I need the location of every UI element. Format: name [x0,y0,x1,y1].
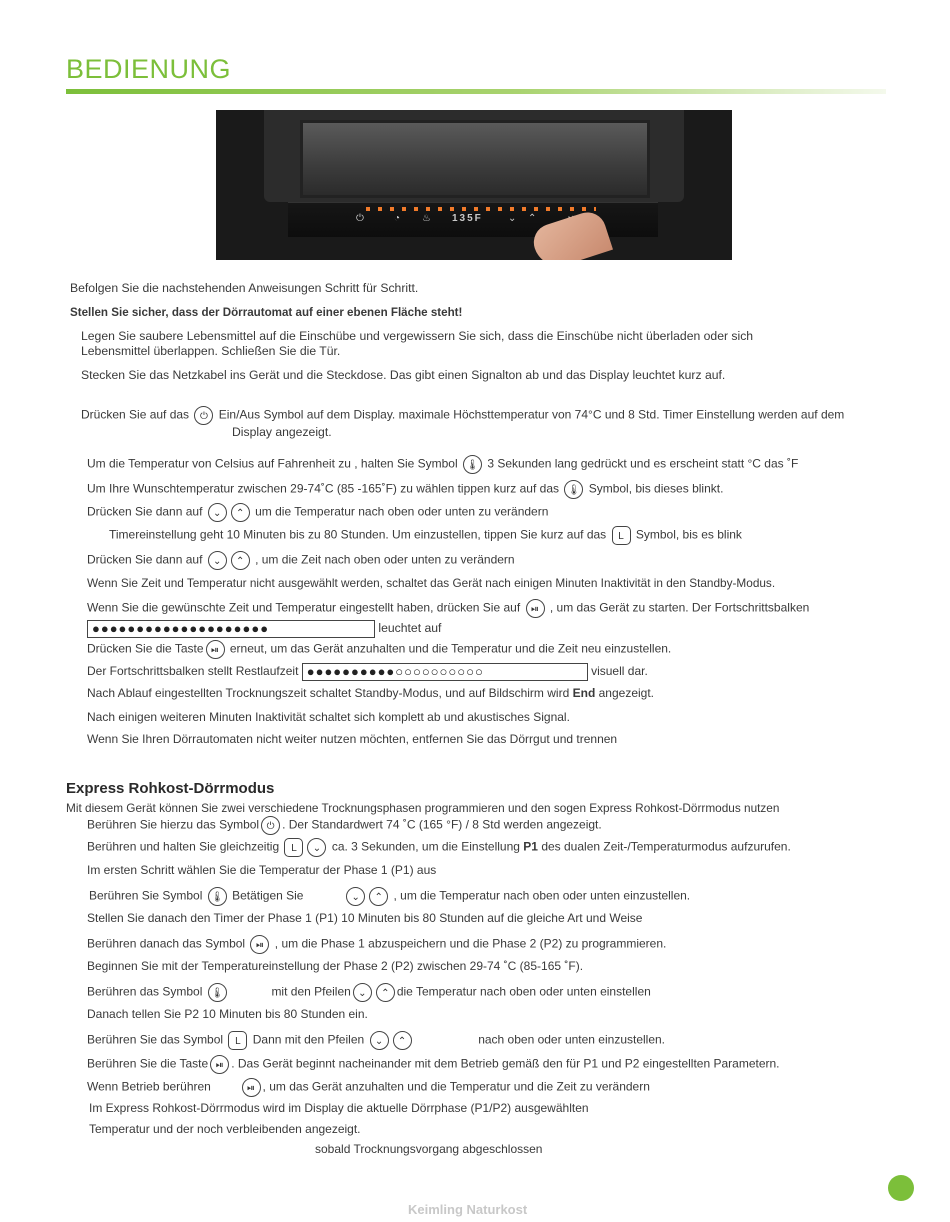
chevron-down-icon: ⌄ [370,1031,389,1050]
step-10b-post: leuchtet auf [378,621,442,636]
thermometer-icon: ♨ [422,213,431,224]
step-7-post: Symbol, bis es blink [635,527,742,542]
timer-icon: L [284,838,303,857]
thermometer-icon: 🌡 [463,455,482,474]
express-intro: Mit diesem Gerät können Sie zwei verschiedene Trocknungsphasen programmieren und den sogen Express Rohkost-Dörrmodus nutzen [66,801,780,815]
thermometer-icon: 🌡 [208,887,227,906]
play-pause-icon: ⏯ [242,1078,261,1097]
progress-leds [366,207,596,211]
down-arrow-icon: ⌄ [508,213,517,224]
step-5-post: Symbol, bis dieses blinkt. [588,481,724,496]
express-2-post: . Der Standardwert 74 ˚C (165 °F) / 8 Std werden angezeigt. [282,817,602,832]
step-11-pre: Drücken Sie die Taste [87,641,204,656]
express-heading: Express Rohkost-Dörrmodus [66,780,275,797]
intro-line: Befolgen Sie die nachstehenden Anweisungen Schritt für Schritt. [70,281,419,295]
step-12-pre: Der Fortschrittsbalken stellt Restlaufzeit [87,664,299,679]
express-11-pre: Berühren Sie das Symbol [87,1032,224,1047]
power-icon: ⏻ [194,406,213,425]
express-5-post: , um die Temperatur nach oben oder unten einzustellen. [393,888,691,903]
step-7-pre: Timereinstellung geht 10 Minuten bis zu 80 Stunden. Um einzustellen, tippen Sie kurz auf das [109,527,607,542]
thermometer-icon: 🌡 [564,480,583,499]
progress-bar-full: ●●●●●●●●●●●●●●●●●●●● [87,620,375,638]
chevron-up-icon: ⌃ [369,887,388,906]
step-1a: Legen Sie saubere Lebensmittel auf die Einschübe und vergewissern Sie sich, dass die Einschübe nicht überladen oder sich [81,329,754,343]
step-6-pre: Drücken Sie dann auf [87,504,203,519]
express-12-post: . Das Gerät beginnt nacheinander mit dem Betrieb gemäß den für P1 und P2 eingestellten Parametern. [231,1056,780,1071]
timer-icon: ◔ [394,213,401,224]
step-4-post: 3 Sekunden lang gedrückt und es erscheint statt °C das ˚F [487,456,799,471]
express-3-mid: ca. 3 Sekunden, um die Einstellung [331,839,520,854]
timer-icon: L [612,526,631,545]
power-icon: ⏻ [356,213,364,224]
express-6: Stellen Sie danach den Timer der Phase 1 (P1) 10 Minuten bis 80 Stunden auf die gleiche Art und Weise [87,911,643,925]
express-4: Im ersten Schritt wählen Sie die Temperatur der Phase 1 (P1) aus [87,863,437,877]
express-9-post: die Temperatur nach oben oder unten einstellen [396,984,651,999]
step-5-pre: Um Ihre Wunschtemperatur zwischen 29-74˚C (85 -165˚F) zu wählen tippen kurz auf das [87,481,559,496]
step-10-pre: Wenn Sie die gewünschte Zeit und Temperatur eingestellt haben, drücken Sie auf [87,600,521,615]
timer-icon: L [228,1031,247,1050]
express-15: Temperatur und der noch verbleibenden angezeigt. [89,1122,361,1136]
step-11-post: erneut, um das Gerät anzuhalten und die Temperatur und die Zeit neu einzustellen. [229,641,672,656]
express-10: Danach tellen Sie P2 10 Minuten bis 80 Stunden ein. [87,1007,368,1021]
express-16: sobald Trocknungsvorgang abgeschlossen [315,1142,543,1156]
chevron-up-icon: ⌃ [231,551,250,570]
step-3b: Display angezeigt. [232,425,332,439]
step-10-post: , um das Gerät zu starten. Der Fortschrittsbalken [549,600,810,615]
express-5-pre: Berühren Sie Symbol [89,888,203,903]
step-4-pre: Um die Temperatur von Celsius auf Fahrenheit zu , halten Sie Symbol [87,456,458,471]
step-1b: Lebensmittel überlappen. Schließen Sie die Tür. [81,344,341,358]
intro-warning: Stellen Sie sicher, dass der Dörrautomat auf einer ebenen Fläche steht! [70,306,463,319]
express-9-mid: mit den Pfeilen [271,984,351,999]
display-readout: 135F [452,213,483,224]
chevron-down-icon: ⌄ [208,503,227,522]
express-3-bold: P1 [523,839,538,854]
thermometer-icon: 🌡 [208,983,227,1002]
page-title: BEDIENUNG [66,54,232,84]
step-13-pre: Nach Ablauf eingestellten Trocknungszeit schaltet Standby-Modus, und auf Bildschirm wird [87,686,570,700]
play-pause-icon: ⏯ [210,1055,229,1074]
device-photo [216,110,732,260]
title-divider [66,89,886,94]
chevron-down-icon: ⌄ [307,838,326,857]
chevron-down-icon: ⌄ [353,983,372,1002]
express-7-pre: Berühren danach das Symbol [87,936,246,951]
express-12-pre: Berühren Sie die Taste [87,1056,209,1071]
play-pause-icon: ⏯ [206,640,225,659]
express-11-post: nach oben oder unten einzustellen. [478,1032,666,1047]
express-11-mid: Dann mit den Pfeilen [252,1032,365,1047]
express-13-post: , um das Gerät anzuhalten und die Temperatur und die Zeit zu verändern [262,1079,650,1094]
express-5-mid: Betätigen Sie [232,888,304,903]
up-arrow-icon: ⌃ [528,213,537,224]
power-icon: ⏻ [261,816,280,835]
step-8-post: , um die Zeit nach oben oder unten zu verändern [255,552,515,567]
chevron-down-icon: ⌄ [208,551,227,570]
step-13-bold: End [572,686,596,700]
express-9-pre: Berühren das Symbol [87,984,203,999]
step-13-post: angezeigt. [598,686,655,700]
chevron-up-icon: ⌃ [231,503,250,522]
express-3-post: des dualen Zeit-/Temperaturmodus aufzurufen. [541,839,791,854]
play-pause-icon: ⏯ [250,935,269,954]
step-3a-pre: Drücken Sie auf das [81,407,190,422]
chevron-up-icon: ⌃ [393,1031,412,1050]
express-3-pre: Berühren und halten Sie gleichzeitig [87,839,280,854]
progress-bar-partial: ●●●●●●●●●●○○○○○○○○○○ [302,663,588,681]
footer-brand: Keimling Naturkost [408,1202,528,1217]
step-2: Stecken Sie das Netzkabel ins Gerät und die Steckdose. Das gibt einen Signalton ab und das Display leuchtet kurz auf. [81,368,726,382]
play-pause-icon: ⏯ [526,599,545,618]
step-14: Nach einigen weiteren Minuten Inaktivität schaltet sich komplett ab und akustisches Signal. [87,710,570,724]
step-12-post: visuell dar. [591,664,648,679]
chevron-up-icon: ⌃ [376,983,395,1002]
chevron-down-icon: ⌄ [346,887,365,906]
step-3a-post: Ein/Aus Symbol auf dem Display. maximale Höchsttemperatur von 74°C und 8 Std. Timer Einstellung werden auf dem [218,407,845,422]
express-8: Beginnen Sie mit der Temperatureinstellung der Phase 2 (P2) zwischen 29-74 ˚C (85-165 ˚F). [87,959,584,973]
step-15: Wenn Sie Ihren Dörrautomaten nicht weiter nutzen möchten, entfernen Sie das Dörrgut und trennen [87,732,618,746]
step-8-pre: Drücken Sie dann auf [87,552,203,567]
express-2-pre: Berühren Sie hierzu das Symbol [87,817,260,832]
express-7-post: , um die Phase 1 abzuspeichern und die Phase 2 (P2) zu programmieren. [274,936,667,951]
page-marker-dot [888,1175,914,1201]
express-14: Im Express Rohkost-Dörrmodus wird im Display die aktuelle Dörrphase (P1/P2) ausgewählten [89,1101,589,1115]
step-9: Wenn Sie Zeit und Temperatur nicht ausgewählt werden, schaltet das Gerät nach einigen Minuten Inaktivität in den Standby-Modus. [87,576,776,590]
step-6-post: um die Temperatur nach oben oder unten zu verändern [255,504,549,519]
dehydrator-window [300,120,650,198]
express-13-pre: Wenn Betrieb berühren [87,1079,211,1094]
